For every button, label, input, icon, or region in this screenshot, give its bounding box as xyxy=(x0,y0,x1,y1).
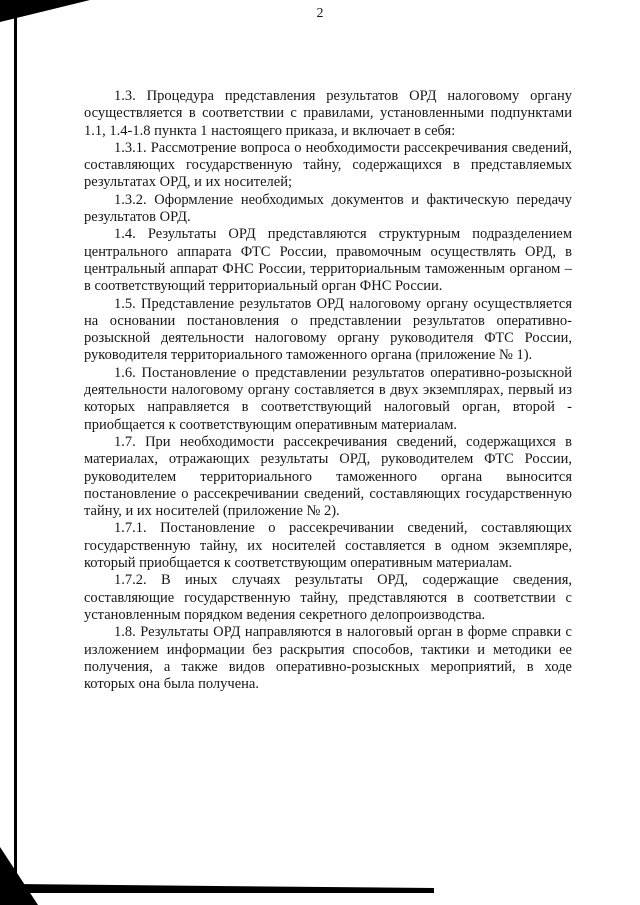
document-text-block xyxy=(84,88,572,693)
scan-corner-bottom-left-artifact xyxy=(0,847,38,905)
paragraph-1-8: 1.8. Результаты ОРД направляются в налоговый орган в форме справки с изложением информации без раскрытия способов, тактики и методики ее получения, а также видов оперативно-розыскных мероприятий, в ходе которых она была получена. xyxy=(84,624,572,693)
page-number: 2 xyxy=(316,6,324,21)
paragraph-1-4: 1.4. Результаты ОРД представляются структурным подразделением центрального аппарата ФТС России, правомочным осуществлять ОРД, в центральный аппарат ФНС России, территориальным таможенным органом – в соответствующий территориальный орган ФНС России. xyxy=(84,226,572,295)
paragraph-1-3-1: 1.3.1. Рассмотрение вопроса о необходимости рассекречивания сведений, составляющих государственную тайну, содержащихся в представляемых результатах ОРД, и их носителей; xyxy=(84,139,572,191)
scan-edge-bottom-artifact xyxy=(14,884,434,893)
paragraph-1-7-2: 1.7.2. В иных случаях результаты ОРД, содержащие сведения, составляющие государственную тайну, представляются в соответствии с установленным порядком ведения секретного делопроизводства. xyxy=(84,572,572,623)
paragraph-1-5: 1.5. Представление результатов ОРД налоговому органу осуществляется на основании постановления о представлении результатов оперативно-розыскной деятельности налоговому органу руководителя ФТС России, руководителя территориального таможенного органа (приложение № 1). xyxy=(84,295,572,364)
paragraph-1-3: 1.3. Процедура представления результатов ОРД налоговому органу осуществляется в соответствии с правилами, установленными подпунктами 1.1, 1.4-1.8 пункта 1 настоящего приказа, и включает в себя: xyxy=(84,88,572,139)
paragraph-1-6: 1.6. Постановление о представлении результатов оперативно-розыскной деятельности налоговому органу составляется в двух экземплярах, первый из которых направляется в соответствующий налоговый орган, второй - приобщается к соответствующим оперативным материалам. xyxy=(84,364,572,433)
paragraph-1-7: 1.7. При необходимости рассекречивания сведений, содержащихся в материалах, отражающих результаты ОРД, руководителем ФТС России, руководителем территориального таможенного органа выносится постановление о рассекречивании сведений, составляющих государственную тайну, и их носителей (приложение № 2). xyxy=(84,433,572,520)
scan-edge-left-artifact xyxy=(14,0,17,896)
paragraph-1-3-2: 1.3.2. Оформление необходимых документов и фактическую передачу результатов ОРД. xyxy=(84,191,572,226)
paragraph-1-7-1: 1.7.1. Постановление о рассекречивании сведений, составляющих государственную тайну, их носителей составляется в одном экземпляре, который приобщается к соответствующим оперативным материалам. xyxy=(84,520,572,572)
